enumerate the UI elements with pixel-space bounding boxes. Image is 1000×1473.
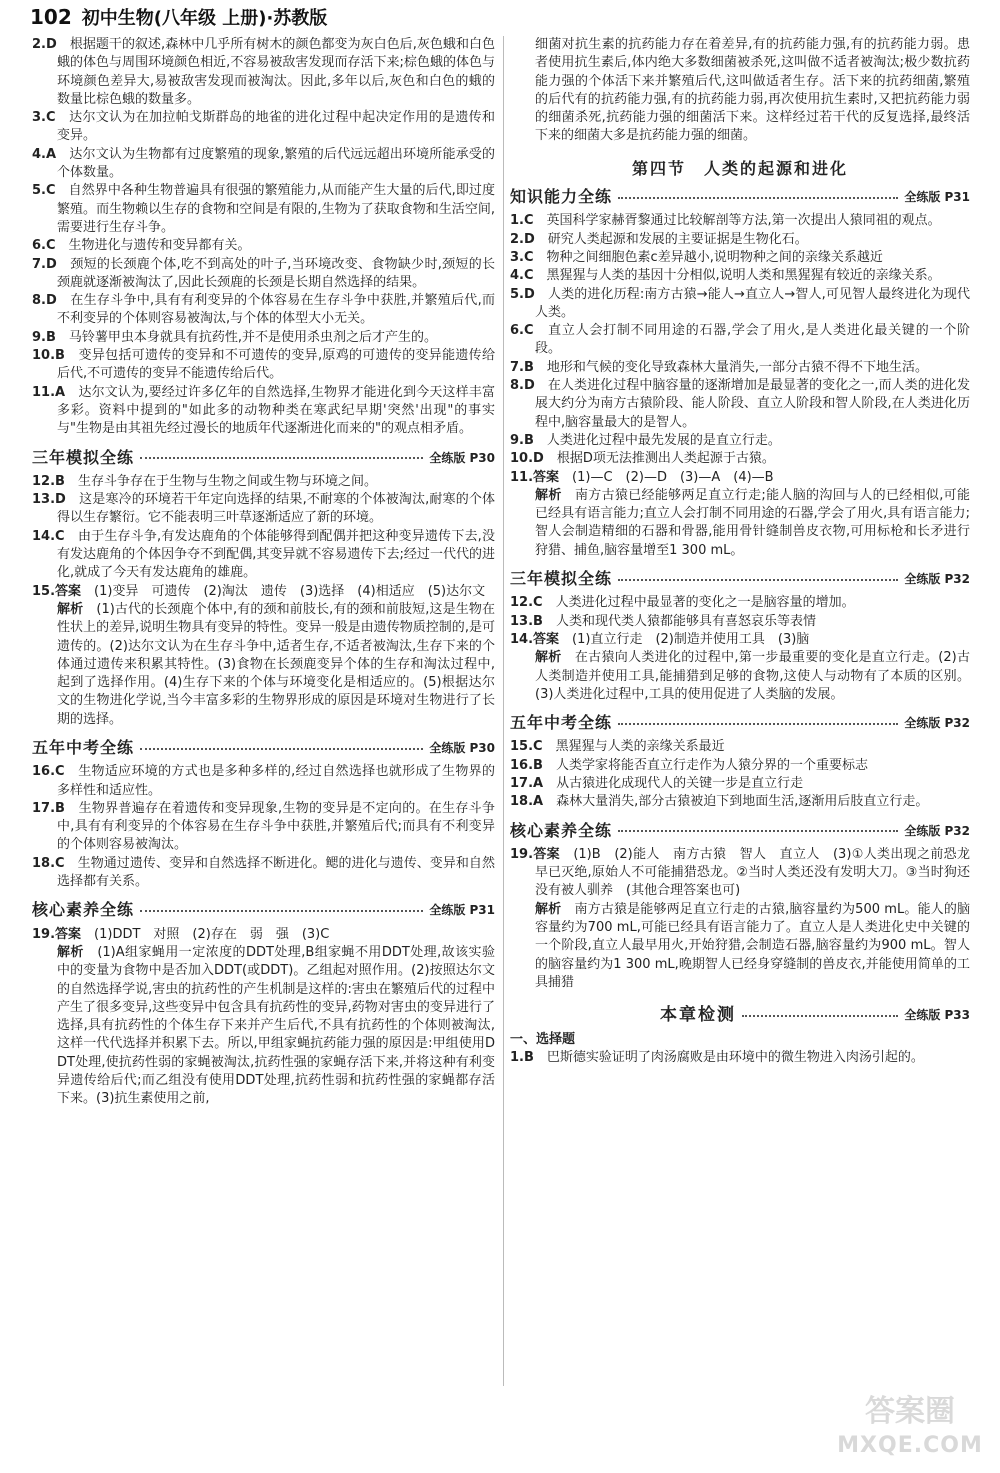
section-header: 三年模拟全练 全练版 P30 <box>32 447 495 467</box>
answer-item: 14.答案 (1)直立行走 (2)制造并使用工具 (3)脑 <box>510 631 810 647</box>
answer-item: 1.B 巴斯德实验证明了肉汤腐败是由环境中的微生物进入肉汤引起的。 <box>510 1049 924 1065</box>
answer-item: 13.B 人类和现代类人猿都能够具有喜怒哀乐等表情 <box>510 613 816 629</box>
right-column <box>510 36 970 1067</box>
column-divider <box>503 36 504 1386</box>
section-header: 五年中考全练 全练版 P32 <box>510 713 970 733</box>
subsection-heading: 一、选择题 <box>510 1031 576 1047</box>
section-header: 三年模拟全练 全练版 P32 <box>510 569 970 589</box>
answer-item: 2.D 研究人类起源和发展的主要证据是生物化石。 <box>510 231 808 247</box>
answer-item: 1.C 英国科学家赫胥黎通过比较解剖等方法,第一次提出人猿同祖的观点。 <box>510 213 941 229</box>
analysis: 解析 南方古猿是能够两足直立行走的古猿,脑容量约为500 mL。能人的脑容量约为700 mL,可能已经具有语言能力了。直立人是人类进化史中关键的一个阶段,直立人最早用火,开始狩猎,会制造石器,脑容量约为900 mL。智人的脑容量约为1 300 mL,晚期智人已经身穿缝制的兽皮衣,并能使用简单的工具捕猎 <box>535 901 970 990</box>
answer-item: 6.C 直立人会打制不同用途的石器,学会了用火,是人类进化最关键的一个阶段。 <box>510 323 970 357</box>
analysis: 解析 (1)古代的长颈鹿个体中,有的颈和前肢长,有的颈和前肢短,这是生物在性状上的差异,说明生物具有变异的特性。变异一般是由遗传物质控制的,是可遗传的。(2)达尔文认为在生存斗争中,适者生存,不适者被淘汰,生存下来的个体通过遗传来积累其特性。(3)食物在长颈鹿变异个体的生存和淘汰过程中,起到了选择作用。(4)生存下来的个体与环境变化是相适应的。(5)根据达尔文的生物进化学说,当今丰富多彩的生物界形成的原因是环境对生物进行了长期的选择。 <box>57 601 495 727</box>
analysis: 解析 (1)A组家蝇用一定浓度的DDT处理,B组家蝇不用DDT处理,故该实验中的变量为食物中是否加入DDT(或DDT)。乙组起对照作用。(2)按照达尔文的自然选择学说,害虫的抗药性的产生机制是这样的:害虫在繁殖后代的过程中产生了很多变异,这些变异中包含具有抗药性的变异,药物对害虫的变异进行了选择,具有抗药性的个体生存下来并产生后代,不具有抗药性的个体则被淘汰,这样一代代选择并积累下去。所以,甲组家蝇抗药能力强的原因是:甲组使用DDT处理,使抗药性弱的家蝇被淘汰,抗药性强的家蝇存活下来,并将这种有利变异遗传给后代;而乙组没有使用DDT处理,抗药性弱和抗药性强的家蝇都存活下来。(3)抗生素使用之前, <box>57 944 495 1107</box>
answer-item: 14.C 由于生存斗争,有发达鹿角的个体能够得到配偶并把这种变异遗传下去,没有发达鹿角的个体因争夺不到配偶,其变异就不容易遗传下去;经过一代代的进化,就成了今天有发达鹿角的雄鹿。 <box>32 528 495 581</box>
watermark-logo: 答案圈 MXQE.COM <box>837 1394 983 1458</box>
book-title: 初中生物(八年级 上册)·苏教版 <box>81 8 328 29</box>
analysis: 解析 南方古猿已经能够两足直立行走;能人脑的沟回与人的已经相似,可能已经具有语言能力;直立人会打制不同用途的石器,学会了用火,具有语言能力;智人会制造精细的石器和骨器,能用骨针缝制兽皮衣物,可用标枪和长矛进行狩猎、捕鱼,脑容量增至1 300 mL。 <box>535 487 970 558</box>
answer-item: 4.A 达尔文认为生物都有过度繁殖的现象,繁殖的后代远远超出环境所能承受的个体数量。 <box>32 146 495 181</box>
page-header <box>30 2 970 32</box>
answer-item: 7.D 颈短的长颈鹿个体,吃不到高处的叶子,当环境改变、食物缺少时,颈短的长颈鹿就逐渐被淘汰了,因此长颈鹿的长颈是长期自然选择的结果。 <box>32 256 495 290</box>
answer-list <box>510 738 970 811</box>
answer-item: 3.C 物种之间细胞色素c差异越小,说明物种之间的亲缘关系越近 <box>510 249 883 265</box>
answer-item: 8.D 在人类进化过程中脑容量的逐渐增加是最显著的变化之一,而人类的进化发展大约分为南方古猿阶段、能人阶段、直立人阶段和智人阶段,在人类进化历程中,脑容量最大的是智人。 <box>510 378 970 430</box>
answer-item: 16.B 人类学家将能否直立行走作为人猿分界的一个重要标志 <box>510 757 868 773</box>
answer-item: 9.B 马铃薯甲虫本身就具有抗药性,并不是使用杀虫剂之后才产生的。 <box>32 329 438 345</box>
analysis: 解析 在古猿向人类进化的过程中,第一步最重要的变化是直立行走。(2)古人类制造并使用工具,能捕猎到足够的食物,这使人与动物有了本质的区别。(3)人类进化过程中,工具的使用促进了人类脑的发展。 <box>535 650 970 702</box>
section-header: 核心素养全练 全练版 P32 <box>510 820 970 840</box>
section-title: 第四节 人类的起源和进化 <box>631 158 848 178</box>
answer-item: 13.D 这是寒冷的环境若干年定向选择的结果,不耐寒的个体被淘汰,耐寒的个体得以生存繁衍。它不能表明三叶草逐渐适应了新的环境。 <box>32 492 495 526</box>
answer-item: 5.C 自然界中各种生物普遍具有很强的繁殖能力,从而能产生大量的后代,即过度繁殖。而生物赖以生存的食物和空间是有限的,生物为了获取食物和生活空间,需要进行生存斗争。 <box>32 183 495 235</box>
section-header: 五年中考全练 全练版 P30 <box>32 737 495 757</box>
answer-item: 4.C 黑猩猩与人类的基因十分相似,说明人类和黑猩猩有较近的亲缘关系。 <box>510 268 941 284</box>
answer-item: 15.C 黑猩猩与人类的亲缘关系最近 <box>510 739 725 755</box>
answer-list <box>510 212 970 468</box>
answer-item: 8.D 在生存斗争中,具有有利变异的个体容易在生存斗争中获胜,并繁殖后代,而不利变异的个体则容易被淘汰,与个体的体型大小无关。 <box>32 293 495 327</box>
answer-item: 5.D 人类的进化历程:南方古猿→能人→直立人→智人,可见智人最终进化为现代人类。 <box>510 286 970 320</box>
chapter-test-header: 本章检测 全练版 P33 <box>660 1005 970 1026</box>
answer-list <box>510 594 970 631</box>
answer-item: 11.答案 (1)—C (2)—D (3)—A (4)—B <box>510 469 774 485</box>
analysis-continued: 细菌对抗生素的抗药能力存在着差异,有的抗药能力强,有的抗药能力弱。患者使用抗生素后,体内绝大多数细菌被杀死,这叫做不适者被淘汰;极少数抗药能力强的个体活下来并繁殖后代,这叫做适者生存。活下来的抗药细菌,繁殖的后代有的抗药能力强,有的抗药能力弱,再次使用抗生素时,又把抗药能力弱的细菌杀死,抗药能力强的细菌活下来。这样经过若干代的反复选择,最终活下来的细菌大多是抗药能力强的细菌。 <box>535 37 970 144</box>
answer-list <box>32 763 495 891</box>
answer-item: 9.B 人类进化过程中最先发展的是直立行走。 <box>510 432 781 448</box>
answer-item: 16.C 生物适应环境的方式也是多种多样的,经过自然选择也就形成了生物界的多样性和适应性。 <box>32 764 495 798</box>
answer-item: 7.B 地形和气候的变化导致森林大量消失,一部分古猿不得不下地生活。 <box>510 359 929 375</box>
answer-item: 12.C 人类进化过程中最显著的变化之一是脑容量的增加。 <box>510 595 855 611</box>
answer-item: 15.答案 (1)变异 可遗传 (2)淘汰 遗传 (3)选择 (4)相适应 (5)达尔文 <box>32 583 486 599</box>
answer-item: 3.C 达尔文认为在加拉帕戈斯群岛的地雀的进化过程中起决定作用的是遗传和变异。 <box>32 110 495 144</box>
answer-item: 17.B 生物界普遍存在着遗传和变异现象,生物的变异是不定向的。在生存斗争中,具有有利变异的个体容易在生存斗争中获胜,并繁殖后代;而具有不利变异的个体则容易被淘汰。 <box>32 800 495 853</box>
answer-list <box>510 1049 970 1067</box>
answer-item: 12.B 生存斗争存在于生物与生物之间或生物与环境之间。 <box>32 473 377 489</box>
answer-item: 11.A 达尔文认为,要经过许多亿年的自然选择,生物界才能进化到今天这样丰富多彩。资料中提到的"如此多的动物种类在寒武纪早期'突然'出现"的事实与"生物是由其祖先经过漫长的地质年代逐渐进化而来的"的观点相矛盾。 <box>32 384 495 437</box>
answer-item: 10.B 变异包括可遗传的变异和不可遗传的变异,原鸡的可遗传的变异能遗传给后代,不可遗传的变异不能遗传给后代。 <box>32 348 495 382</box>
answer-item: 10.D 根据D项无法推测出人类起源于古猿。 <box>510 451 775 467</box>
page-number: 102 <box>30 5 72 29</box>
answer-item: 18.A 森林大量消失,部分古猿被迫下到地面生活,逐渐用后肢直立行走。 <box>510 794 929 810</box>
answer-item: 18.C 生物通过遗传、变异和自然选择不断进化。鳃的进化与遗传、变异和自然选择都有关系。 <box>32 855 495 890</box>
answer-list <box>32 36 495 439</box>
answer-item: 6.C 生物进化与遗传和变异都有关。 <box>32 238 251 254</box>
section-header: 核心素养全练 全练版 P31 <box>32 900 495 920</box>
answer-list <box>32 473 495 583</box>
answer-item: 17.A 从古猿进化成现代人的关键一步是直立行走 <box>510 775 804 791</box>
left-column <box>32 36 495 1109</box>
answer-item: 19.答案 (1)DDT 对照 (2)存在 弱 强 (3)C <box>32 926 330 942</box>
section-header: 知识能力全练 全练版 P31 <box>510 187 970 207</box>
answer-item: 19.答案 (1)B (2)能人 南方古猿 智人 直立人 (3)①人类出现之前恐龙早已灭绝,原始人不可能捕猎恐龙。②当时人类还没有发明大刀。③当时狗还没有被人驯养 (其他合理答案也可) <box>510 846 970 899</box>
answer-item: 2.D 根据题干的叙述,森林中几乎所有树木的颜色都变为灰白色后,灰色蛾和白色蛾的体色与周围环境颜色相近,不容易被敌害发现而存活下来;棕色蛾的体色与环境颜色差异大,易被敌害发现而被淘汰。因此,多年以后,灰色和白色的蛾的数量比棕色蛾的数量多。 <box>32 37 495 107</box>
